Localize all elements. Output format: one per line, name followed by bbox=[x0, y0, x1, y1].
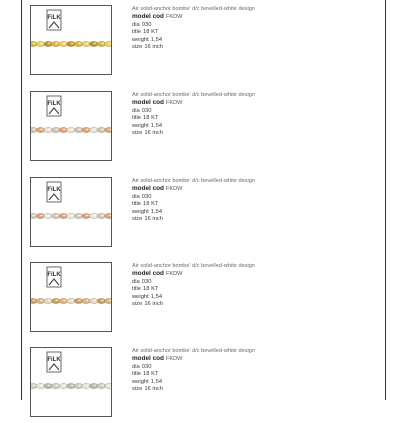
size-label: size bbox=[132, 44, 143, 51]
weight-label: weight bbox=[132, 36, 149, 43]
dia-label: dia bbox=[132, 107, 140, 114]
weight-label: weight bbox=[132, 378, 149, 385]
title-line bbox=[132, 115, 372, 123]
dia-value: 030 bbox=[141, 278, 152, 285]
model-value: FKDW bbox=[165, 356, 183, 362]
model-line bbox=[132, 99, 372, 108]
weight-value: 1,54 bbox=[150, 293, 163, 300]
product-description: Air solid-anchor bombe' d/c bevelled-white design bbox=[132, 6, 255, 12]
dia-line bbox=[132, 364, 372, 372]
brand-logo bbox=[47, 352, 61, 372]
weight-line bbox=[132, 37, 372, 45]
svg-text:FiLK: FiLK bbox=[47, 101, 61, 107]
size-label: size bbox=[132, 130, 143, 137]
chain-links bbox=[31, 127, 111, 132]
product-thumbnail[interactable] bbox=[30, 347, 112, 417]
brand-logo bbox=[47, 10, 61, 30]
product-description: Air solid-anchor bombe' d/c bevelled-white design bbox=[132, 348, 255, 354]
dia-value: 030 bbox=[141, 193, 152, 200]
product-description: Air solid-anchor bombe' d/c bevelled-white design bbox=[132, 263, 255, 269]
product-description: Air solid-anchor bombe' d/c bevelled-white design bbox=[132, 178, 255, 184]
model-label: model cod bbox=[132, 270, 164, 277]
product-thumbnail[interactable] bbox=[30, 177, 112, 247]
dia-value: 030 bbox=[141, 21, 152, 28]
title-value: 18 KT bbox=[143, 286, 159, 293]
size-label: size bbox=[132, 386, 143, 393]
dia-line bbox=[132, 22, 372, 30]
model-line bbox=[132, 355, 372, 364]
title-line bbox=[132, 29, 372, 37]
dia-value: 030 bbox=[141, 107, 152, 114]
weight-label: weight bbox=[132, 122, 149, 129]
model-value: FKDW bbox=[165, 100, 183, 106]
size-line bbox=[132, 216, 372, 224]
title-label: title bbox=[132, 29, 142, 36]
product-description: Air solid-anchor bombe' d/c bevelled-white design bbox=[132, 92, 255, 98]
dia-label: dia bbox=[132, 193, 140, 200]
model-label: model cod bbox=[132, 355, 164, 362]
weight-line bbox=[132, 294, 372, 302]
size-value: 16 inch bbox=[144, 44, 164, 51]
product-details bbox=[132, 5, 372, 52]
dia-label: dia bbox=[132, 363, 140, 370]
model-value: FKDW bbox=[165, 14, 183, 20]
title-value: 18 KT bbox=[143, 115, 159, 122]
chain-photo bbox=[31, 178, 111, 246]
product-details bbox=[132, 262, 372, 309]
svg-text:FiLK: FiLK bbox=[47, 272, 61, 278]
dia-line bbox=[132, 108, 372, 116]
weight-line bbox=[132, 209, 372, 217]
size-value: 16 inch bbox=[144, 130, 164, 137]
brand-logo bbox=[47, 96, 61, 116]
product-thumbnail[interactable] bbox=[30, 5, 112, 75]
model-label: model cod bbox=[132, 13, 164, 20]
size-value: 16 inch bbox=[144, 216, 164, 223]
title-value: 18 KT bbox=[143, 29, 159, 36]
model-label: model cod bbox=[132, 185, 164, 192]
dia-line bbox=[132, 279, 372, 287]
size-line bbox=[132, 301, 372, 309]
chain-photo bbox=[31, 348, 111, 416]
brand-logo bbox=[47, 182, 61, 202]
size-line bbox=[132, 44, 372, 52]
svg-text:FiLK: FiLK bbox=[47, 187, 61, 193]
product-thumbnail[interactable] bbox=[30, 91, 112, 161]
weight-value: 1,54 bbox=[150, 36, 163, 43]
size-value: 16 inch bbox=[144, 386, 164, 393]
model-line bbox=[132, 270, 372, 279]
title-label: title bbox=[132, 286, 142, 293]
weight-label: weight bbox=[132, 208, 149, 215]
weight-line bbox=[132, 379, 372, 387]
product-details bbox=[132, 347, 372, 394]
chain-photo bbox=[31, 263, 111, 331]
model-line bbox=[132, 13, 372, 22]
product-thumbnail[interactable] bbox=[30, 262, 112, 332]
model-line bbox=[132, 185, 372, 194]
dia-line bbox=[132, 194, 372, 202]
brand-logo bbox=[47, 267, 61, 287]
title-label: title bbox=[132, 201, 142, 208]
chain-links bbox=[31, 213, 111, 218]
weight-label: weight bbox=[132, 293, 149, 300]
size-line bbox=[132, 130, 372, 138]
title-label: title bbox=[132, 115, 142, 122]
size-label: size bbox=[132, 301, 143, 308]
product-entry bbox=[22, 5, 385, 81]
svg-text:FiLK: FiLK bbox=[47, 15, 61, 21]
chain-photo bbox=[31, 92, 111, 160]
svg-text:FiLK: FiLK bbox=[47, 357, 61, 363]
title-value: 18 KT bbox=[143, 201, 159, 208]
catalog-page bbox=[21, 0, 386, 400]
title-line bbox=[132, 201, 372, 209]
title-line bbox=[132, 286, 372, 294]
weight-value: 1,54 bbox=[150, 208, 163, 215]
size-line bbox=[132, 386, 372, 394]
product-entry bbox=[22, 177, 385, 253]
weight-value: 1,54 bbox=[150, 378, 163, 385]
title-label: title bbox=[132, 371, 142, 378]
weight-line bbox=[132, 123, 372, 131]
product-details bbox=[132, 91, 372, 138]
product-details bbox=[132, 177, 372, 224]
chain-links bbox=[31, 298, 111, 303]
size-label: size bbox=[132, 216, 143, 223]
weight-value: 1,54 bbox=[150, 122, 163, 129]
chain-links bbox=[31, 41, 111, 46]
product-entry bbox=[22, 347, 385, 423]
chain-photo bbox=[31, 6, 111, 74]
model-label: model cod bbox=[132, 99, 164, 106]
product-entry bbox=[22, 262, 385, 338]
chain-links bbox=[31, 383, 111, 388]
dia-label: dia bbox=[132, 278, 140, 285]
model-value: FKDW bbox=[165, 271, 183, 277]
title-line bbox=[132, 371, 372, 379]
dia-label: dia bbox=[132, 21, 140, 28]
model-value: FKDW bbox=[165, 186, 183, 192]
dia-value: 030 bbox=[141, 363, 152, 370]
product-entry bbox=[22, 91, 385, 167]
size-value: 16 inch bbox=[144, 301, 164, 308]
title-value: 18 KT bbox=[143, 371, 159, 378]
